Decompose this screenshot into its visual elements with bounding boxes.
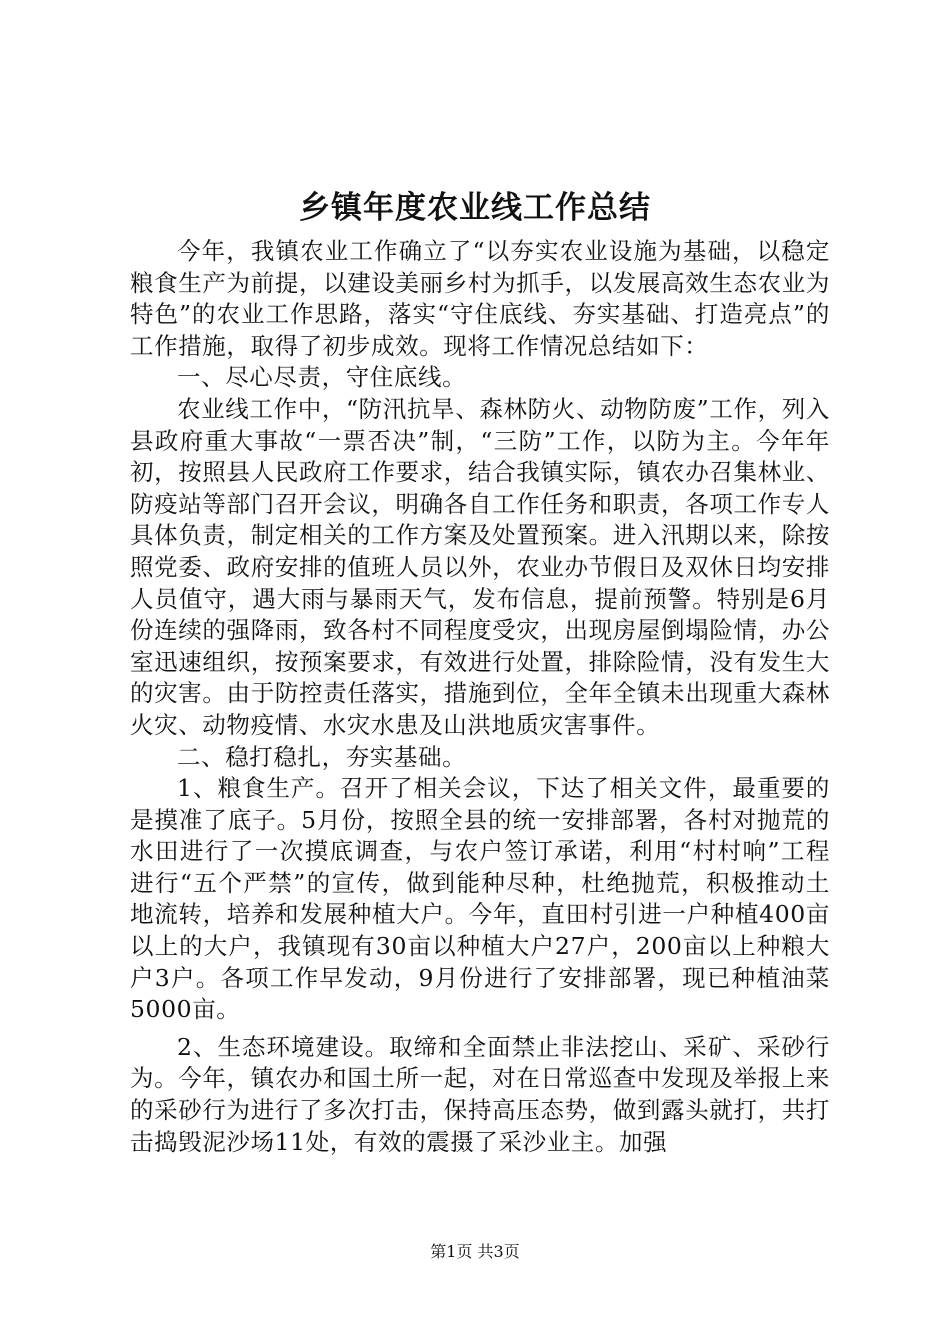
intro-paragraph: 今年，我镇农业工作确立了“以夯实农业设施为基础，以稳定粮食生产为前提，以建设美丽乡村为抓手，以发展高效生态农业为特色”的农业工作思路，落实“守住底线、夯实基础、打造亮点”的工作措施，取得了初步成效。现将工作情况总结如下： xyxy=(130,237,830,360)
section-heading-1: 一、尽心尽责，守住底线。 xyxy=(177,363,467,392)
document-body xyxy=(130,236,830,1158)
page-number-footer: 第1页 共3页 xyxy=(430,1242,520,1261)
ecology-paragraph: 2、生态环境建设。取缔和全面禁止非法挖山、采矿、采砂行为。今年，镇农办和国土所一起，对在日常巡查中发现及举报上来的采砂行为进行了多次打击，保持高压态势，做到露头就打，共打击捣毁泥沙场11处，有效的震摄了采沙业主。加强 xyxy=(130,1032,830,1156)
section-1-paragraph: 农业线工作中，“防汛抗旱、森林防火、动物防废”工作，列入县政府重大事故“一票否决”制，“三防”工作，以防为主。今年年初，按照县人民政府工作要求，结合我镇实际，镇农办召集林业、防疫站等部门召开会议，明确各自工作任务和职责，各项工作专人具体负责，制定相关的工作方案及处置预案。进入汛期以来，除按照党委、政府安排的值班人员以外，农业办节假日及双休日均安排人员值守，遇大雨与暴雨天气，发布信息，提前预警。特别是6月份连续的强降雨，致各村不同程度受灾，出现房屋倒塌险情，办公室迅速组织，按预案要求，有效进行处置，排除险情，没有发生大的灾害。由于防控责任落实，措施到位，全年全镇未出现重大森林火灾、动物疫情、水灾水患及山洪地质灾害事件。 xyxy=(130,394,830,739)
grain-production-paragraph: 1、粮食生产。召开了相关会议，下达了相关文件，最重要的是摸准了底子。5月份，按照全县的统一安排部署，各村对抛荒的水田进行了一次摸底调查，与农户签订承诺，利用“村村响”工程进行“五个严禁”的宣传，做到能种尽种，杜绝抛荒，积极推动土地流转，培养和发展种植大户。今年，直田村引进一户种植400亩以上的大户，我镇现有30亩以种植大户27户，200亩以上种粮大户3户。各项工作早发动，9月份进行了安排部署，现已种植油菜5000亩。 xyxy=(130,774,830,1024)
section-heading-2: 二、稳打稳扎，夯实基础。 xyxy=(177,742,467,771)
document-title: 乡镇年度农业线工作总结 xyxy=(299,190,651,226)
